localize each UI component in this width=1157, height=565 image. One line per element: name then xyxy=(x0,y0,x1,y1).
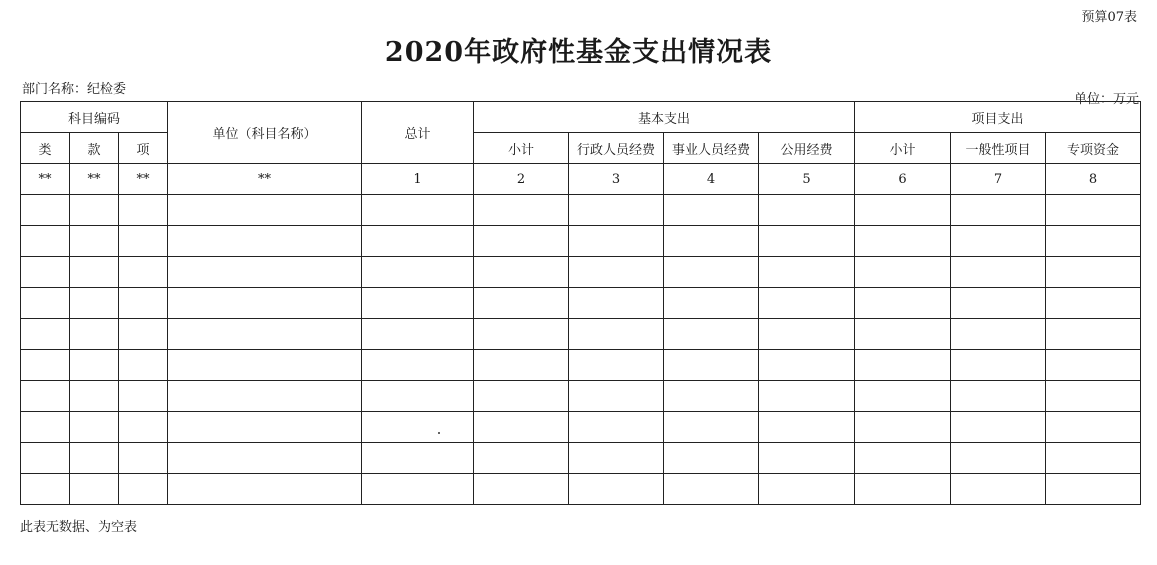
header-xiang: 项 xyxy=(119,133,168,164)
header-subject-code: 科目编码 xyxy=(21,102,168,133)
index-cell: ** xyxy=(119,164,168,195)
page-title: 2020年政府性基金支出情况表 xyxy=(384,37,773,68)
department-label: 部门名称：纪检委 xyxy=(22,82,127,97)
scan-speck xyxy=(438,432,440,434)
header-general-project: 一般性项目 xyxy=(951,133,1046,164)
header-kuan: 款 xyxy=(70,133,119,164)
table-row xyxy=(21,257,1141,288)
header-admin-staff-cost: 行政人员经费 xyxy=(569,133,664,164)
index-cell: ** xyxy=(70,164,119,195)
index-cell: 6 xyxy=(855,164,951,195)
table-row xyxy=(21,412,1141,443)
form-code: 预算07表 xyxy=(1081,10,1137,25)
header-basic-subtotal: 小计 xyxy=(474,133,569,164)
index-cell: 4 xyxy=(664,164,759,195)
index-row xyxy=(21,164,1141,195)
header-special-fund: 专项资金 xyxy=(1046,133,1141,164)
unit-label: 单位：万元 xyxy=(1073,92,1139,107)
index-cell: 3 xyxy=(569,164,664,195)
footnote: 此表无数据、为空表 xyxy=(20,520,138,535)
header-public-cost: 公用经费 xyxy=(759,133,855,164)
index-cell: 5 xyxy=(759,164,855,195)
table-row xyxy=(21,474,1141,505)
table-row xyxy=(21,443,1141,474)
index-cell: ** xyxy=(21,164,70,195)
index-cell: ** xyxy=(168,164,362,195)
table-row xyxy=(21,319,1141,350)
header-project-expenditure: 项目支出 xyxy=(855,102,1141,133)
table-row xyxy=(21,381,1141,412)
header-lei: 类 xyxy=(21,133,70,164)
header-basic-expenditure: 基本支出 xyxy=(474,102,855,133)
header-project-subtotal: 小计 xyxy=(855,133,951,164)
header-total: 总计 xyxy=(362,102,474,164)
table-row xyxy=(21,195,1141,226)
header-unit-name: 单位（科目名称） xyxy=(168,102,362,164)
index-cell: 7 xyxy=(951,164,1046,195)
table-row xyxy=(21,226,1141,257)
expenditure-table xyxy=(20,101,1141,505)
index-cell: 2 xyxy=(474,164,569,195)
index-cell: 8 xyxy=(1046,164,1141,195)
table-row xyxy=(21,350,1141,381)
index-cell: 1 xyxy=(362,164,474,195)
header-institution-staff-cost: 事业人员经费 xyxy=(664,133,759,164)
table-row xyxy=(21,288,1141,319)
